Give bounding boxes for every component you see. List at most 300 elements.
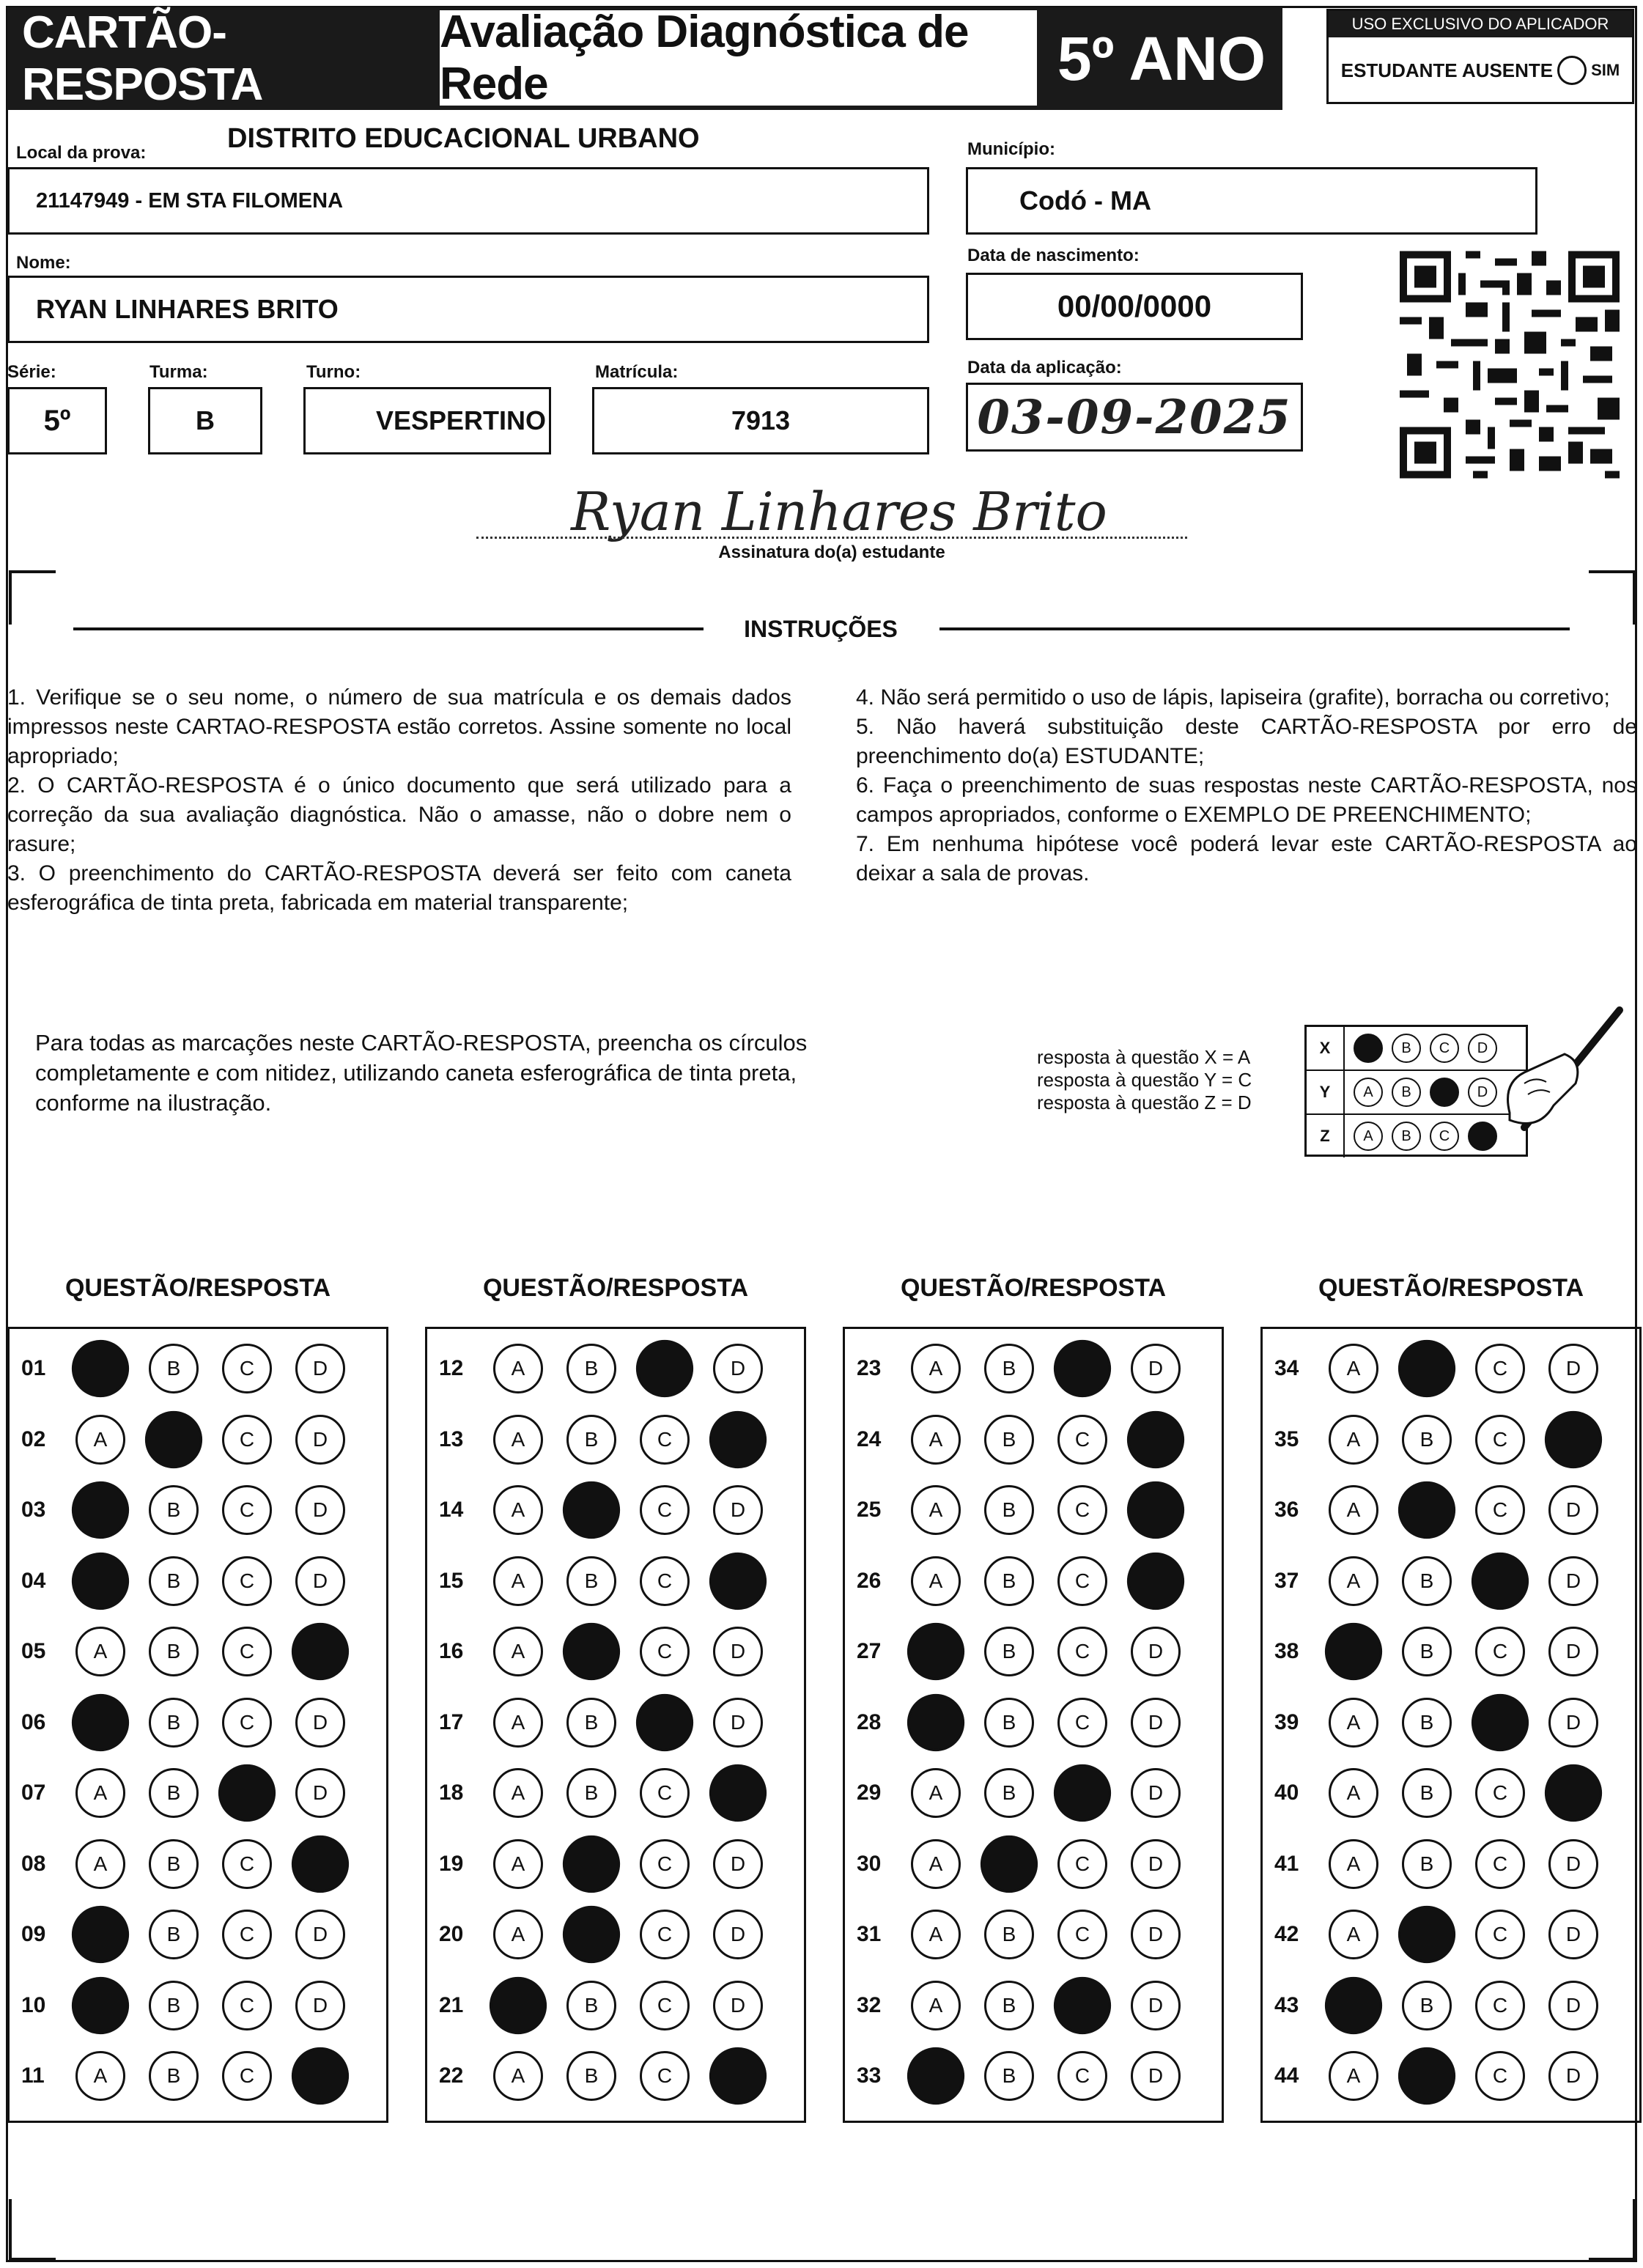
answer-bubble-a[interactable]: A bbox=[911, 1485, 961, 1535]
answer-bubble-d[interactable]: D bbox=[1131, 1910, 1181, 1959]
answer-bubble-c[interactable]: C bbox=[1057, 1415, 1107, 1465]
question-number: 35 bbox=[1274, 1426, 1299, 1451]
answer-bubble-b[interactable]: B bbox=[984, 1415, 1034, 1465]
answer-row-12 bbox=[427, 1347, 804, 1391]
answer-row-02 bbox=[10, 1418, 386, 1462]
answer-row-27 bbox=[845, 1630, 1222, 1674]
answer-bubble-d[interactable]: D bbox=[713, 1627, 763, 1676]
answer-bubble-a[interactable] bbox=[72, 1906, 129, 1963]
answer-bubble-b[interactable] bbox=[145, 1410, 202, 1468]
question-number: 11 bbox=[21, 2063, 45, 2088]
question-number: 23 bbox=[857, 1356, 882, 1380]
answer-bubble-a[interactable]: A bbox=[1329, 1768, 1378, 1818]
question-number: 19 bbox=[439, 1851, 464, 1876]
answer-bubble-a[interactable]: A bbox=[493, 1344, 543, 1393]
example-bubble-a: A bbox=[1354, 1078, 1383, 1107]
example-instruction: Para todas as marcações neste CARTÃO-RESPOSTA, preencha os círculos completamente e com nitidez, utilizando caneta esferográfica de tinta preta, conforme na ilustração. bbox=[35, 1030, 808, 1116]
question-number: 01 bbox=[21, 1356, 46, 1380]
answer-bubble-a[interactable] bbox=[1325, 1976, 1382, 2033]
answer-bubble-b[interactable]: B bbox=[1402, 1556, 1452, 1606]
answer-bubble-c[interactable]: C bbox=[1475, 1485, 1525, 1535]
answer-bubble-c[interactable]: C bbox=[222, 1698, 272, 1748]
answer-bubble-a[interactable] bbox=[72, 1693, 129, 1750]
answer-bubble-b[interactable]: B bbox=[984, 1485, 1034, 1535]
answer-bubble-d[interactable] bbox=[1127, 1552, 1184, 1609]
card-title: CARTÃO-RESPOSTA bbox=[22, 7, 263, 110]
answer-row-29 bbox=[845, 1771, 1222, 1815]
answer-bubble-c[interactable]: C bbox=[1057, 1698, 1107, 1748]
answer-bubble-c[interactable] bbox=[1054, 1764, 1111, 1822]
answer-row-39 bbox=[1263, 1701, 1639, 1745]
answer-row-21 bbox=[427, 1984, 804, 2028]
answer-bubble-b[interactable] bbox=[563, 1481, 620, 1539]
answer-bubble-d[interactable]: D bbox=[713, 1910, 763, 1959]
answer-row-23 bbox=[845, 1347, 1222, 1391]
answer-bubble-b[interactable]: B bbox=[566, 1344, 616, 1393]
answer-bubble-a[interactable]: A bbox=[911, 1839, 961, 1889]
answer-bubble-c[interactable] bbox=[636, 1340, 693, 1397]
answers-title-2: QUESTÃO/RESPOSTA bbox=[482, 1274, 749, 1302]
exam-title: Avaliação Diagnóstica de Rede bbox=[440, 10, 1037, 106]
answer-bubble-d[interactable] bbox=[292, 1835, 349, 1892]
answer-bubble-d[interactable]: D bbox=[1548, 1839, 1598, 1889]
answer-bubble-b[interactable]: B bbox=[984, 1556, 1034, 1606]
question-number: 25 bbox=[857, 1498, 882, 1522]
answer-bubble-a[interactable] bbox=[490, 1976, 547, 2033]
answer-bubble-d[interactable]: D bbox=[295, 1698, 345, 1748]
absent-bubble[interactable] bbox=[1557, 56, 1587, 85]
answer-bubble-b[interactable] bbox=[1398, 1906, 1455, 1963]
answer-bubble-a[interactable] bbox=[72, 1481, 129, 1539]
corner-mark-bottom-right bbox=[1589, 2199, 1636, 2261]
question-number: 10 bbox=[21, 1992, 46, 2017]
answer-bubble-a[interactable]: A bbox=[493, 1910, 543, 1959]
answer-bubble-a[interactable]: A bbox=[911, 1910, 961, 1959]
example-legend-x: resposta à questão X = A bbox=[1037, 1046, 1251, 1068]
shift-label: Turno: bbox=[306, 362, 361, 382]
answer-bubble-d[interactable]: D bbox=[1131, 2051, 1181, 2101]
answer-bubble-b[interactable]: B bbox=[1402, 1839, 1452, 1889]
answer-row-24 bbox=[845, 1418, 1222, 1462]
answer-bubble-d[interactable] bbox=[1127, 1410, 1184, 1468]
answer-row-44 bbox=[1263, 2054, 1639, 2098]
answer-bubble-b[interactable] bbox=[563, 1623, 620, 1680]
question-number: 29 bbox=[857, 1781, 882, 1805]
corner-mark-bottom-left bbox=[9, 2199, 56, 2261]
answer-bubble-b[interactable]: B bbox=[984, 1981, 1034, 2030]
answer-bubble-a[interactable] bbox=[72, 1552, 129, 1609]
answer-bubble-c[interactable] bbox=[1054, 1976, 1111, 2033]
class-value: B bbox=[196, 405, 215, 435]
birth-label: Data de nascimento: bbox=[967, 246, 1140, 265]
answer-bubble-c[interactable]: C bbox=[1057, 1556, 1107, 1606]
answer-bubble-a[interactable]: A bbox=[493, 1768, 543, 1818]
example-legend bbox=[1037, 1046, 1252, 1114]
answer-row-26 bbox=[845, 1559, 1222, 1603]
answer-bubble-b[interactable]: B bbox=[566, 1698, 616, 1748]
answer-bubble-d[interactable]: D bbox=[295, 1485, 345, 1535]
answer-bubble-c[interactable]: C bbox=[640, 1556, 690, 1606]
answer-bubble-c[interactable]: C bbox=[640, 1910, 690, 1959]
answer-bubble-b[interactable]: B bbox=[566, 1981, 616, 2030]
answer-row-03 bbox=[10, 1488, 386, 1532]
answer-bubble-d[interactable]: D bbox=[295, 1910, 345, 1959]
answer-bubble-d[interactable] bbox=[1545, 1764, 1602, 1822]
question-number: 37 bbox=[1274, 1568, 1299, 1593]
answer-bubble-b[interactable]: B bbox=[149, 1627, 199, 1676]
class-field bbox=[148, 387, 262, 454]
question-number: 16 bbox=[439, 1639, 464, 1663]
answer-bubble-c[interactable]: C bbox=[222, 1415, 272, 1465]
question-number: 03 bbox=[21, 1498, 46, 1522]
answer-bubble-d[interactable]: D bbox=[1548, 2051, 1598, 2101]
answer-bubble-a[interactable]: A bbox=[1329, 1698, 1378, 1748]
instructions-rule-left bbox=[73, 627, 704, 630]
answer-bubble-b[interactable]: B bbox=[984, 2051, 1034, 2101]
answer-bubble-d[interactable] bbox=[1545, 1410, 1602, 1468]
example-row-key: Z bbox=[1307, 1115, 1345, 1157]
answer-bubble-c[interactable]: C bbox=[1057, 1627, 1107, 1676]
corner-mark-top-left bbox=[9, 570, 56, 625]
answer-bubble-a[interactable] bbox=[1325, 1623, 1382, 1680]
grade-value: 5º bbox=[43, 404, 71, 437]
question-number: 39 bbox=[1274, 1709, 1299, 1734]
answer-bubble-d[interactable]: D bbox=[1131, 1768, 1181, 1818]
question-number: 04 bbox=[21, 1568, 46, 1593]
answer-bubble-c[interactable]: C bbox=[222, 1485, 272, 1535]
answer-bubble-b[interactable]: B bbox=[149, 1485, 199, 1535]
answer-row-36 bbox=[1263, 1488, 1639, 1532]
answer-bubble-b[interactable]: B bbox=[149, 1981, 199, 2030]
question-number: 13 bbox=[439, 1426, 464, 1451]
answer-bubble-b[interactable] bbox=[1398, 1340, 1455, 1397]
answer-bubble-a[interactable]: A bbox=[493, 1839, 543, 1889]
answer-bubble-d[interactable]: D bbox=[295, 1556, 345, 1606]
answer-row-09 bbox=[10, 1912, 386, 1956]
answer-bubble-a[interactable] bbox=[907, 1623, 964, 1680]
answer-bubble-c[interactable] bbox=[1054, 1340, 1111, 1397]
answer-bubble-d[interactable]: D bbox=[1548, 1485, 1598, 1535]
example-row bbox=[1307, 1115, 1526, 1157]
answer-bubble-d[interactable]: D bbox=[1131, 1981, 1181, 2030]
example-legend-z: resposta à questão Z = D bbox=[1037, 1091, 1252, 1113]
answer-row-28 bbox=[845, 1701, 1222, 1745]
answer-bubble-b[interactable]: B bbox=[1402, 1627, 1452, 1676]
answer-bubble-c[interactable]: C bbox=[222, 1839, 272, 1889]
grade-title: 5º ANO bbox=[1041, 7, 1282, 110]
answers-column-2 bbox=[425, 1327, 806, 2123]
answer-bubble-c[interactable]: C bbox=[1057, 2051, 1107, 2101]
answer-bubble-c[interactable]: C bbox=[1475, 1910, 1525, 1959]
answer-bubble-b[interactable]: B bbox=[149, 1839, 199, 1889]
answer-bubble-d[interactable]: D bbox=[1131, 1344, 1181, 1393]
answer-bubble-c[interactable]: C bbox=[1057, 1839, 1107, 1889]
answer-bubble-d[interactable]: D bbox=[713, 1981, 763, 2030]
answers-column-1 bbox=[7, 1327, 388, 2123]
question-number: 36 bbox=[1274, 1498, 1299, 1522]
answer-bubble-a[interactable] bbox=[907, 1693, 964, 1750]
answer-bubble-c[interactable]: C bbox=[222, 1910, 272, 1959]
answer-row-13 bbox=[427, 1418, 804, 1462]
question-number: 20 bbox=[439, 1922, 464, 1946]
answer-row-37 bbox=[1263, 1559, 1639, 1603]
birth-field bbox=[966, 273, 1303, 340]
answer-row-35 bbox=[1263, 1418, 1639, 1462]
answer-bubble-a[interactable]: A bbox=[493, 2051, 543, 2101]
answer-row-42 bbox=[1263, 1912, 1639, 1956]
answer-row-34 bbox=[1263, 1347, 1639, 1391]
question-number: 08 bbox=[21, 1851, 46, 1876]
answer-bubble-d[interactable]: D bbox=[713, 1344, 763, 1393]
answer-bubble-c[interactable]: C bbox=[640, 1415, 690, 1465]
answer-bubble-c[interactable]: C bbox=[1057, 1910, 1107, 1959]
answer-bubble-d[interactable] bbox=[709, 2047, 767, 2105]
grade-field bbox=[7, 387, 107, 454]
answer-bubble-b[interactable]: B bbox=[149, 1698, 199, 1748]
answer-bubble-b[interactable]: B bbox=[1402, 1698, 1452, 1748]
answer-bubble-c[interactable]: C bbox=[1475, 2051, 1525, 2101]
answer-bubble-d[interactable] bbox=[292, 1623, 349, 1680]
answer-row-08 bbox=[10, 1842, 386, 1886]
answer-row-16 bbox=[427, 1630, 804, 1674]
answer-bubble-d[interactable]: D bbox=[1131, 1698, 1181, 1748]
applicator-caption: USO EXCLUSIVO DO APLICADOR bbox=[1329, 11, 1632, 37]
answer-bubble-b[interactable] bbox=[563, 1835, 620, 1892]
answer-bubble-b[interactable]: B bbox=[984, 1344, 1034, 1393]
answer-bubble-a[interactable]: A bbox=[911, 1981, 961, 2030]
answer-bubble-a[interactable]: A bbox=[1329, 1485, 1378, 1535]
question-number: 17 bbox=[439, 1709, 464, 1734]
location-field bbox=[7, 167, 929, 235]
answer-bubble-d[interactable]: D bbox=[1131, 1627, 1181, 1676]
answer-bubble-d[interactable]: D bbox=[1548, 1627, 1598, 1676]
question-number: 42 bbox=[1274, 1922, 1299, 1946]
answer-bubble-c[interactable]: C bbox=[1057, 1485, 1107, 1535]
answer-bubble-d[interactable]: D bbox=[295, 1981, 345, 2030]
answer-bubble-d[interactable]: D bbox=[1548, 1556, 1598, 1606]
answer-bubble-a[interactable]: A bbox=[1329, 1344, 1378, 1393]
answer-bubble-a[interactable]: A bbox=[911, 1415, 961, 1465]
question-number: 40 bbox=[1274, 1781, 1299, 1805]
applied-value: 03-09-2025 bbox=[977, 389, 1292, 445]
answer-bubble-b[interactable] bbox=[563, 1906, 620, 1963]
answer-bubble-a[interactable]: A bbox=[911, 1768, 961, 1818]
answer-bubble-c[interactable]: C bbox=[1475, 1344, 1525, 1393]
question-number: 18 bbox=[439, 1781, 464, 1805]
question-number: 14 bbox=[439, 1498, 464, 1522]
instruction-7: 7. Em nenhuma hipótese você poderá levar este CARTÃO-RESPOSTA ao deixar a sala de provas. bbox=[856, 832, 1637, 886]
answer-row-05 bbox=[10, 1630, 386, 1674]
city-label: Município: bbox=[967, 139, 1055, 159]
question-number: 33 bbox=[857, 2063, 882, 2088]
answer-bubble-b[interactable]: B bbox=[149, 1910, 199, 1959]
location-value: 21147949 - EM STA FILOMENA bbox=[36, 188, 344, 213]
answer-bubble-a[interactable] bbox=[72, 1340, 129, 1397]
question-number: 22 bbox=[439, 2063, 464, 2088]
name-value: RYAN LINHARES BRITO bbox=[36, 294, 339, 324]
answer-row-41 bbox=[1263, 1842, 1639, 1886]
answer-row-32 bbox=[845, 1984, 1222, 2028]
answer-bubble-c[interactable] bbox=[218, 1764, 276, 1822]
answer-bubble-a[interactable]: A bbox=[75, 1627, 125, 1676]
question-number: 31 bbox=[857, 1922, 882, 1946]
answer-row-11 bbox=[10, 2054, 386, 2098]
answer-bubble-b[interactable] bbox=[981, 1835, 1038, 1892]
answer-bubble-b[interactable]: B bbox=[149, 1768, 199, 1818]
answer-bubble-c[interactable]: C bbox=[1475, 1768, 1525, 1818]
question-number: 44 bbox=[1274, 2063, 1299, 2088]
location-label: Local da prova: bbox=[16, 143, 147, 163]
answer-bubble-c[interactable]: C bbox=[640, 1768, 690, 1818]
answer-bubble-c[interactable] bbox=[1472, 1693, 1529, 1750]
answer-bubble-d[interactable] bbox=[709, 1552, 767, 1609]
answer-bubble-b[interactable]: B bbox=[984, 1698, 1034, 1748]
answer-row-40 bbox=[1263, 1771, 1639, 1815]
answer-bubble-b[interactable]: B bbox=[149, 1556, 199, 1606]
instructions-rule-right bbox=[939, 627, 1570, 630]
enroll-field bbox=[592, 387, 929, 454]
answer-bubble-d[interactable] bbox=[709, 1410, 767, 1468]
answer-bubble-c[interactable]: C bbox=[222, 1627, 272, 1676]
question-number: 07 bbox=[21, 1781, 46, 1805]
answer-bubble-d[interactable]: D bbox=[1548, 1910, 1598, 1959]
answer-bubble-a[interactable]: A bbox=[1329, 1839, 1378, 1889]
answer-bubble-d[interactable]: D bbox=[295, 1344, 345, 1393]
answers-title-1: QUESTÃO/RESPOSTA bbox=[64, 1274, 331, 1302]
answer-bubble-d[interactable]: D bbox=[1548, 1698, 1598, 1748]
answer-bubble-c[interactable]: C bbox=[222, 1344, 272, 1393]
answer-bubble-c[interactable]: C bbox=[1475, 1981, 1525, 2030]
answer-bubble-d[interactable]: D bbox=[1548, 1981, 1598, 2030]
answer-bubble-a[interactable]: A bbox=[75, 2051, 125, 2101]
question-number: 05 bbox=[21, 1639, 46, 1663]
answer-bubble-b[interactable]: B bbox=[1402, 1768, 1452, 1818]
answer-bubble-b[interactable]: B bbox=[566, 1415, 616, 1465]
question-number: 28 bbox=[857, 1709, 882, 1734]
answer-bubble-d[interactable]: D bbox=[295, 1415, 345, 1465]
answer-bubble-b[interactable]: B bbox=[149, 1344, 199, 1393]
answer-bubble-b[interactable] bbox=[1398, 2047, 1455, 2105]
instructions-title: INSTRUÇÕES bbox=[744, 616, 898, 642]
answer-bubble-a[interactable]: A bbox=[1329, 2051, 1378, 2101]
answer-bubble-b[interactable]: B bbox=[1402, 1981, 1452, 2030]
answer-bubble-c[interactable]: C bbox=[222, 2051, 272, 2101]
birth-value: 00/00/0000 bbox=[1057, 289, 1212, 323]
answer-bubble-d[interactable] bbox=[709, 1764, 767, 1822]
answer-bubble-a[interactable]: A bbox=[1329, 1910, 1378, 1959]
question-number: 15 bbox=[439, 1568, 464, 1593]
answer-bubble-d[interactable]: D bbox=[1548, 1344, 1598, 1393]
answer-bubble-c[interactable]: C bbox=[1475, 1839, 1525, 1889]
answer-bubble-a[interactable]: A bbox=[493, 1415, 543, 1465]
answer-row-01 bbox=[10, 1347, 386, 1391]
question-number: 30 bbox=[857, 1851, 882, 1876]
answer-bubble-d[interactable]: D bbox=[713, 1839, 763, 1889]
answer-row-17 bbox=[427, 1701, 804, 1745]
answer-bubble-c[interactable] bbox=[636, 1693, 693, 1750]
answer-bubble-b[interactable]: B bbox=[1402, 1415, 1452, 1465]
answer-bubble-b[interactable] bbox=[1398, 1481, 1455, 1539]
answer-bubble-c[interactable]: C bbox=[222, 1556, 272, 1606]
absent-label: ESTUDANTE AUSENTE bbox=[1340, 59, 1554, 81]
answer-bubble-c[interactable]: C bbox=[640, 1839, 690, 1889]
answer-bubble-c[interactable]: C bbox=[640, 2051, 690, 2101]
answer-row-22 bbox=[427, 2054, 804, 2098]
example-legend-y: resposta à questão Y = C bbox=[1037, 1069, 1252, 1091]
answer-bubble-c[interactable]: C bbox=[640, 1981, 690, 2030]
question-number: 26 bbox=[857, 1568, 882, 1593]
answer-bubble-c[interactable]: C bbox=[640, 1627, 690, 1676]
enroll-label: Matrícula: bbox=[595, 362, 679, 382]
enroll-value: 7913 bbox=[731, 405, 791, 435]
answer-bubble-c[interactable] bbox=[1472, 1552, 1529, 1609]
answer-bubble-d[interactable] bbox=[1127, 1481, 1184, 1539]
answer-row-43 bbox=[1263, 1984, 1639, 2028]
answer-bubble-d[interactable]: D bbox=[1131, 1839, 1181, 1889]
answer-bubble-d[interactable]: D bbox=[295, 1768, 345, 1818]
answer-bubble-b[interactable]: B bbox=[984, 1627, 1034, 1676]
answer-bubble-b[interactable]: B bbox=[566, 1768, 616, 1818]
shift-field bbox=[303, 387, 551, 454]
answer-bubble-a[interactable]: A bbox=[75, 1415, 125, 1465]
question-number: 09 bbox=[21, 1922, 46, 1946]
question-number: 27 bbox=[857, 1639, 882, 1663]
answer-bubble-d[interactable] bbox=[292, 2047, 349, 2105]
answer-bubble-b[interactable]: B bbox=[149, 2051, 199, 2101]
answer-bubble-a[interactable]: A bbox=[911, 1344, 961, 1393]
instruction-5: 5. Não haverá substituição deste CARTÃO-RESPOSTA por erro de preenchimento do(a) ESTUDANTE; bbox=[856, 715, 1637, 768]
answer-bubble-a[interactable]: A bbox=[493, 1485, 543, 1535]
answer-bubble-d[interactable]: D bbox=[713, 1698, 763, 1748]
answer-bubble-b[interactable]: B bbox=[566, 1556, 616, 1606]
answer-bubble-c[interactable]: C bbox=[640, 1485, 690, 1535]
qr-code bbox=[1400, 249, 1620, 480]
answer-bubble-b[interactable]: B bbox=[984, 1768, 1034, 1818]
answer-row-06 bbox=[10, 1701, 386, 1745]
question-number: 21 bbox=[439, 1992, 464, 2017]
instruction-3: 3. O preenchimento do CARTÃO-RESPOSTA deverá ser feito com caneta esferográfica de tinta preta, fabricada em material transparente; bbox=[7, 861, 791, 915]
answer-bubble-c[interactable]: C bbox=[222, 1981, 272, 2030]
answer-bubble-a[interactable] bbox=[72, 1976, 129, 2033]
answer-bubble-b[interactable]: B bbox=[984, 1910, 1034, 1959]
shift-value: VESPERTINO bbox=[375, 405, 546, 435]
answer-bubble-a[interactable]: A bbox=[911, 1556, 961, 1606]
answer-bubble-b[interactable]: B bbox=[566, 2051, 616, 2101]
answer-bubble-a[interactable]: A bbox=[1329, 1415, 1378, 1465]
answer-bubble-a[interactable]: A bbox=[493, 1556, 543, 1606]
example-bubble-b: B bbox=[1392, 1034, 1421, 1063]
answer-bubble-a[interactable]: A bbox=[1329, 1556, 1378, 1606]
answer-bubble-a[interactable]: A bbox=[75, 1839, 125, 1889]
answer-bubble-a[interactable]: A bbox=[493, 1627, 543, 1676]
instruction-4: 4. Não será permitido o uso de lápis, lapiseira (grafite), borracha ou corretivo; bbox=[856, 685, 1610, 710]
answer-bubble-a[interactable] bbox=[907, 2047, 964, 2105]
name-label: Nome: bbox=[16, 253, 71, 273]
answer-bubble-a[interactable]: A bbox=[75, 1768, 125, 1818]
answer-row-18 bbox=[427, 1771, 804, 1815]
example-row-key: X bbox=[1307, 1027, 1345, 1069]
answer-row-14 bbox=[427, 1488, 804, 1532]
city-field bbox=[966, 167, 1537, 235]
example-row-key: Y bbox=[1307, 1071, 1345, 1113]
answer-bubble-a[interactable]: A bbox=[493, 1698, 543, 1748]
example-bubble-b: B bbox=[1392, 1078, 1421, 1107]
answer-bubble-c[interactable]: C bbox=[1475, 1415, 1525, 1465]
answer-bubble-d[interactable]: D bbox=[713, 1485, 763, 1535]
district-name: DISTRITO EDUCACIONAL URBANO bbox=[227, 123, 700, 154]
answer-bubble-c[interactable]: C bbox=[1475, 1627, 1525, 1676]
answer-row-30 bbox=[845, 1842, 1222, 1886]
